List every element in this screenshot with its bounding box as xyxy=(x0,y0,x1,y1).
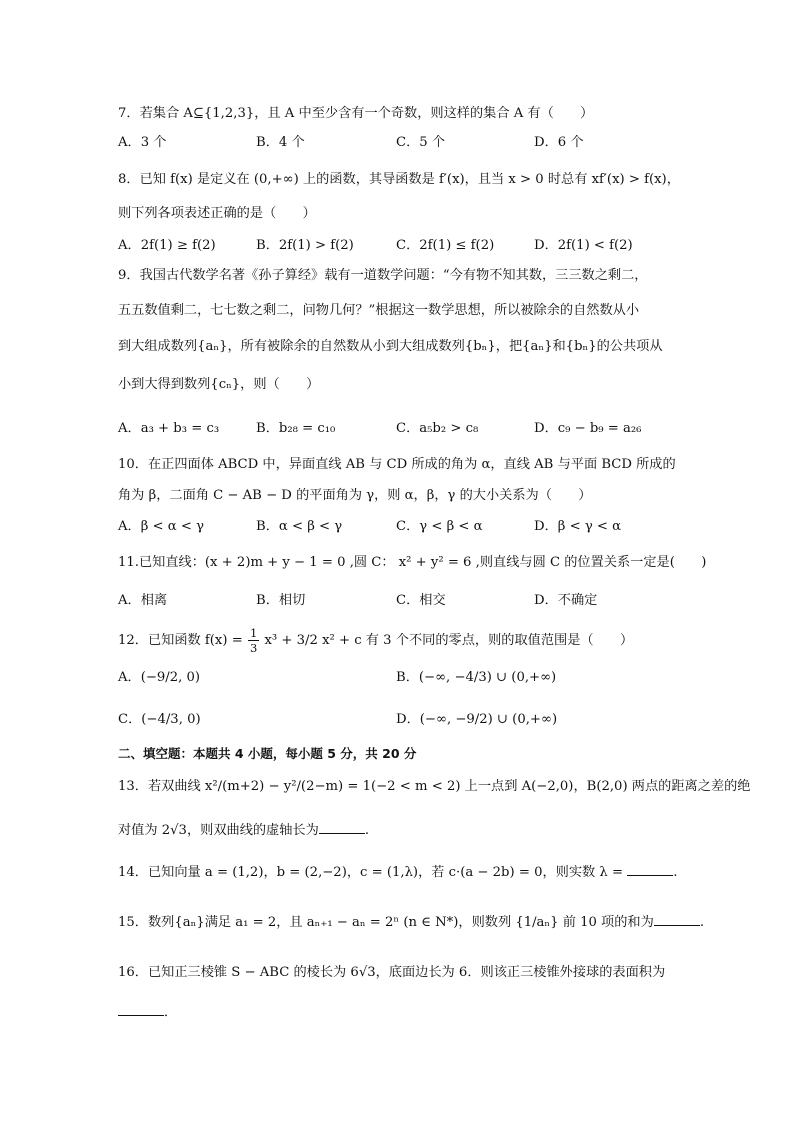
question-7-options xyxy=(118,133,678,153)
option-a: A．2f(1) ≥ f(2) xyxy=(118,238,216,253)
option-c: C．(−4/3, 0) xyxy=(118,712,201,727)
option-b: B．α < β < γ xyxy=(256,519,343,534)
question-16-stem-line2: ． xyxy=(118,1001,678,1023)
question-13-text: 对值为 2√3，则双曲线的虚轴长为 xyxy=(118,823,319,838)
question-12-suffix: x³ + 3/2 x² + c 有 3 个不同的零点，则的取值范围是（ ） xyxy=(264,633,634,648)
question-15-text: 15．数列{aₙ}满足 a₁ = 2，且 aₙ₊₁ − aₙ = 2ⁿ (n ∈ N*)，则数列 {1/aₙ} 前 10 项的和为 xyxy=(118,915,654,930)
question-9-stem-line1: 9．我国古代数学名著《孙子算经》载有一道数学问题：“今有物不知其数，三三数之剩二， xyxy=(118,268,648,283)
option-b: B．相切 xyxy=(256,593,306,608)
question-10-stem-line1: 10．在正四面体 ABCD 中，异面直线 AB 与 CD 所成的角为 α，直线 AB 与平面 BCD 所成的 xyxy=(118,457,676,472)
question-16-stem: 16．已知正三棱锥 S − ABC 的棱长为 6√3，底面边长为 6．则该正三棱锥外接球的表面积为 xyxy=(118,965,666,980)
option-a: A．(−9/2, 0) xyxy=(118,670,201,685)
option-c: C．相交 xyxy=(396,593,446,608)
option-a: A．相离 xyxy=(118,593,168,608)
option-a: A．3 个 xyxy=(118,135,167,150)
answer-blank xyxy=(654,911,700,926)
question-15-stem: 15．数列{aₙ}满足 a₁ = 2，且 aₙ₊₁ − aₙ = 2ⁿ (n ∈ N*)，则数列 {1/aₙ} 前 10 项的和为 . xyxy=(118,911,678,933)
question-13-stem-line2: 对值为 2√3，则双曲线的虚轴长为 . xyxy=(118,819,678,841)
question-8-stem-line1: 8．已知 f(x) 是定义在 (0,+∞) 上的函数，其导函数是 f′(x)，且当 x > 0 时总有 xf′(x) > f(x)， xyxy=(118,172,680,187)
fraction-one-third: $\frac{1}{3}$ xyxy=(249,626,258,655)
question-9-stem-line3: 到大组成数列{aₙ}，所有被除余的自然数从小到大组成数列{bₙ}，把{aₙ}和{bₙ}的公共项从 xyxy=(118,339,663,354)
option-b: B．4 个 xyxy=(256,135,305,150)
option-d: D．6 个 xyxy=(534,135,584,150)
answer-blank xyxy=(118,1001,164,1016)
option-d: D．2f(1) < f(2) xyxy=(534,238,633,253)
question-12-options-row2 xyxy=(118,710,678,730)
option-b: B．2f(1) > f(2) xyxy=(256,238,354,253)
question-11-options xyxy=(118,591,678,611)
section-2-heading: 二、填空题：本题共 4 小题，每小题 5 分，共 20 分 xyxy=(118,746,417,761)
option-d: D．(−∞, −9/2) ∪ (0,+∞) xyxy=(396,712,558,727)
question-12-stem xyxy=(118,626,678,656)
answer-blank xyxy=(319,819,365,834)
option-d: D．β < γ < α xyxy=(534,519,622,534)
question-9-stem-line4: 小到大得到数列{cₙ}，则（ ） xyxy=(118,377,320,392)
question-10-options xyxy=(118,517,678,537)
option-c: C．5 个 xyxy=(396,135,446,150)
answer-blank xyxy=(627,861,673,876)
option-b: B．b₂₈ = c₁₀ xyxy=(256,421,336,436)
question-11-stem: 11.已知直线：(x + 2)m + y − 1 = 0 ,圆 C： x² + y² = 6 ,则直线与圆 C 的位置关系一定是( ) xyxy=(118,555,707,570)
option-c: C．a₅b₂ > c₈ xyxy=(396,421,479,436)
question-8-stem-line2: 则下列各项表述正确的是（ ） xyxy=(118,206,316,221)
question-12-options-row1 xyxy=(118,668,678,688)
question-9-options xyxy=(118,419,678,439)
option-c: C．2f(1) ≤ f(2) xyxy=(396,238,495,253)
option-d: D．c₉ − b₉ = a₂₆ xyxy=(534,421,642,436)
question-12-prefix: 12．已知函数 f(x) = xyxy=(118,633,243,648)
question-13-stem-line1: 13．若双曲线 x²/(m+2) − y²/(2−m) = 1(−2 < m < 2) 上一点到 A(−2,0)，B(2,0) 两点的距离之差的绝 xyxy=(118,779,751,794)
option-a: A．a₃ + b₃ = c₃ xyxy=(118,421,220,436)
question-10-stem-line2: 角为 β，二面角 C − AB − D 的平面角为 γ，则 α，β，γ 的大小关系为（ ） xyxy=(118,488,592,503)
option-a: A．β < α < γ xyxy=(118,519,204,534)
question-7-stem: 7．若集合 A⊆{1,2,3}，且 A 中至少含有一个奇数，则这样的集合 A 有（ ） xyxy=(118,106,594,121)
question-14-stem: 14．已知向量 a = (1,2)，b = (2,−2)，c = (1,λ)，若 c·(a − 2b) = 0，则实数 λ = . xyxy=(118,861,678,883)
option-b: B．(−∞, −4/3) ∪ (0,+∞) xyxy=(396,670,557,685)
option-c: C．γ < β < α xyxy=(396,519,483,534)
option-d: D．不确定 xyxy=(534,593,598,608)
question-14-text: 14．已知向量 a = (1,2)，b = (2,−2)，c = (1,λ)，若 c·(a − 2b) = 0，则实数 λ = xyxy=(118,865,624,880)
question-9-stem-line2: 五五数值剩二，七七数之剩二，问物几何？”根据这一数学思想，所以被除余的自然数从小 xyxy=(118,303,640,318)
question-8-options xyxy=(118,236,678,256)
